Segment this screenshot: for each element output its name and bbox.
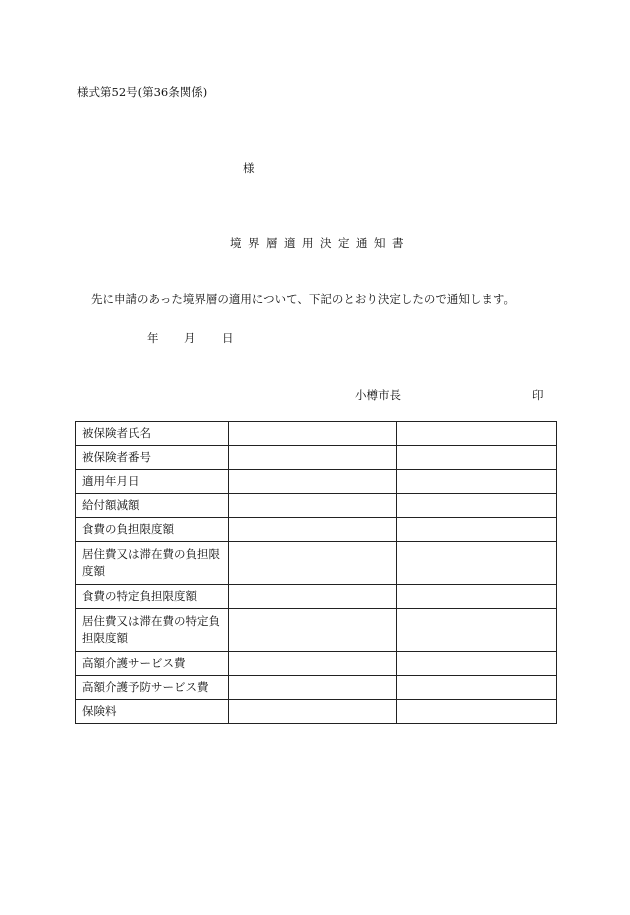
value-cell[interactable]	[397, 494, 557, 518]
table-row	[76, 676, 557, 700]
value-cell[interactable]	[229, 470, 397, 494]
date-day-label: 日	[222, 331, 234, 345]
row-label: 給付額減額	[76, 494, 229, 518]
form-number: 様式第52号(第36条関係)	[77, 85, 208, 99]
issuer-name: 小樽市長	[355, 388, 401, 402]
value-cell[interactable]	[229, 542, 397, 585]
date-month-label: 月	[184, 331, 196, 345]
row-label: 食費の特定負担限度額	[76, 585, 229, 609]
table-row	[76, 470, 557, 494]
addressee-suffix: 様	[243, 161, 255, 175]
row-label: 高額介護予防サービス費	[76, 676, 229, 700]
notice-body-text: 先に申請のあった境界層の適用について、下記のとおり決定したので通知します。	[91, 292, 516, 306]
table-row	[76, 518, 557, 542]
value-cell[interactable]	[229, 518, 397, 542]
value-cell[interactable]	[397, 470, 557, 494]
row-label: 高額介護サービス費	[76, 652, 229, 676]
row-label: 適用年月日	[76, 470, 229, 494]
value-cell[interactable]	[397, 609, 557, 652]
value-cell[interactable]	[229, 676, 397, 700]
table-row	[76, 585, 557, 609]
value-cell[interactable]	[229, 585, 397, 609]
value-cell[interactable]	[229, 446, 397, 470]
value-cell[interactable]	[397, 676, 557, 700]
value-cell[interactable]	[229, 422, 397, 446]
row-label: 被保険者番号	[76, 446, 229, 470]
value-cell[interactable]	[397, 446, 557, 470]
value-cell[interactable]	[229, 609, 397, 652]
value-cell[interactable]	[397, 585, 557, 609]
row-label: 被保険者氏名	[76, 422, 229, 446]
value-cell[interactable]	[397, 518, 557, 542]
table-row	[76, 542, 557, 585]
value-cell[interactable]	[229, 494, 397, 518]
table-row	[76, 494, 557, 518]
detail-table	[75, 421, 557, 724]
date-line	[147, 330, 234, 346]
row-label: 食費の負担限度額	[76, 518, 229, 542]
value-cell[interactable]	[229, 700, 397, 724]
value-cell[interactable]	[397, 652, 557, 676]
value-cell[interactable]	[397, 700, 557, 724]
table-row	[76, 609, 557, 652]
value-cell[interactable]	[397, 542, 557, 585]
date-year-label: 年	[147, 331, 159, 345]
detail-table-body	[76, 422, 557, 724]
seal-mark: 印	[532, 388, 544, 402]
document-title: 境界層適用決定通知書	[230, 236, 410, 250]
row-label: 居住費又は滞在費の特定負担限度額	[76, 609, 229, 652]
value-cell[interactable]	[397, 422, 557, 446]
table-row	[76, 652, 557, 676]
row-label: 保険料	[76, 700, 229, 724]
row-label: 居住費又は滞在費の負担限度額	[76, 542, 229, 585]
value-cell[interactable]	[229, 652, 397, 676]
table-row	[76, 700, 557, 724]
table-row	[76, 446, 557, 470]
table-row	[76, 422, 557, 446]
